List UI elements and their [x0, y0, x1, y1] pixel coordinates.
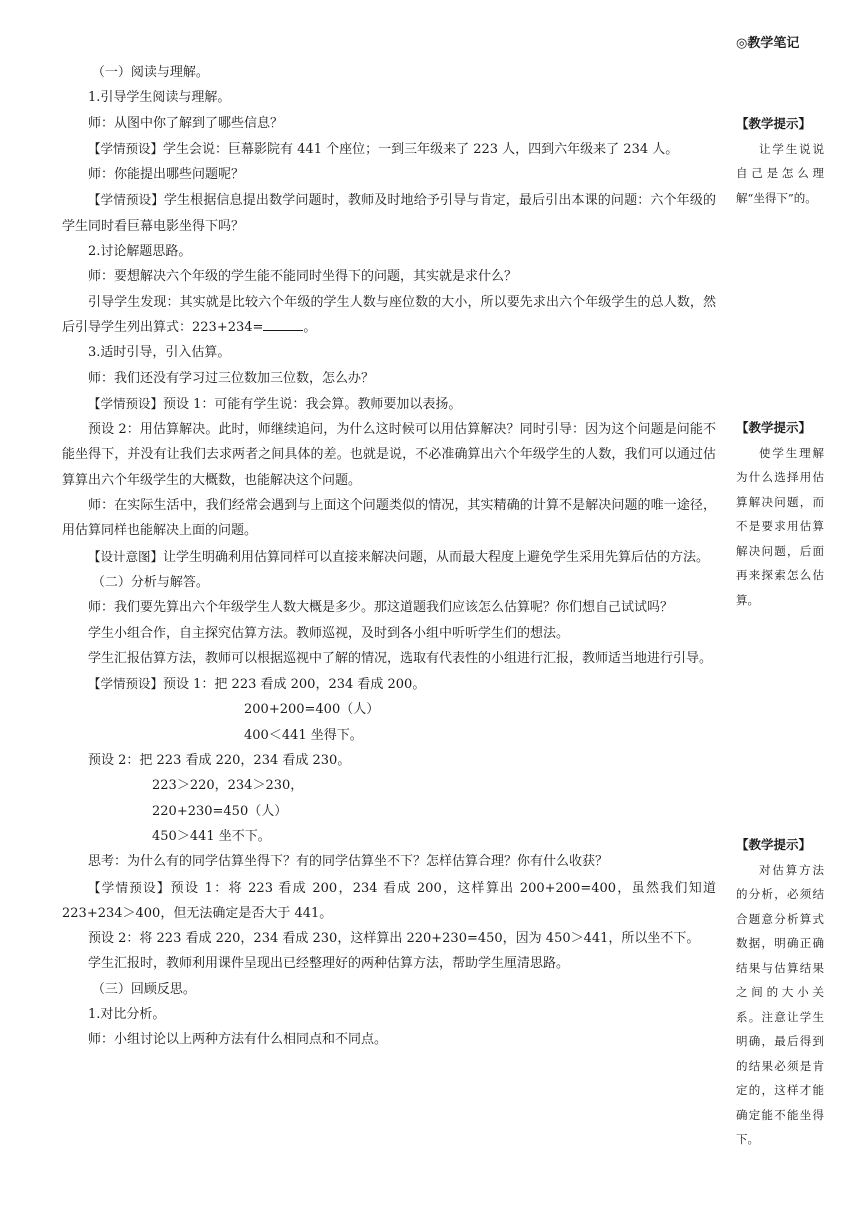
lesson-paragraph	[62, 493, 716, 544]
paragraph-text: 400＜441 坐得下。	[244, 727, 363, 743]
side-note-heading: 【教学提示】	[736, 116, 812, 131]
paragraph-text: 200+200=400（人）	[244, 702, 380, 718]
lesson-paragraph	[62, 595, 716, 620]
paragraph-text: 223＞220，234＞230，	[152, 778, 304, 794]
paragraph-text: 师：在实际生活中，我们经常会遇到与上面这个问题类似的情况，其实精确的计算不是解决问题的唯一途径，用估算同样也能解决上面的问题。	[62, 498, 716, 539]
paragraph-text: 预设 1：将 223 看成 200，234 看成 200，这样算出 200+200=400，虽然我们知道 223+234＞400，但无法确定是否大于 441。	[62, 880, 716, 921]
paragraph-text: 220+230=450（人）	[152, 803, 288, 819]
lesson-paragraph	[62, 85, 716, 110]
section-tag: 【学情预设】	[88, 140, 164, 156]
paragraph-text: （一）阅读与理解。	[91, 65, 209, 80]
paragraph-text: 学生汇报时，教师利用课件呈现出已经整理好的两种估算方法，帮助学生厘清思路。	[88, 956, 570, 972]
answer-blank	[263, 317, 303, 331]
section-tag: 【学情预设】	[88, 676, 164, 692]
section-tag: 【学情预设】	[88, 395, 164, 411]
lesson-paragraph	[62, 697, 716, 722]
lesson-paragraph	[62, 748, 716, 773]
paragraph-text: 让学生明确利用估算同样可以直接来解决问题，从而最大程度上避免学生采用先算后估的方法。	[163, 549, 710, 565]
teaching-notes-header: ◎教学笔记	[736, 36, 800, 51]
paragraph-text: 学生小组合作，自主探究估算方法。教师巡视，及时到各小组中听听学生们的想法。	[88, 625, 570, 641]
paragraph-text: 2.讨论解题思路。	[88, 244, 192, 260]
paragraph-text: 师：从图中你了解到了哪些信息？	[88, 115, 284, 131]
paragraph-text: （二）分析与解答。	[91, 574, 209, 590]
paragraph-text: 3.适时引导，引入估算。	[88, 345, 231, 361]
lesson-paragraph	[62, 136, 716, 162]
paragraph-text: 预设 2：将 223 看成 220，234 看成 230，这样算出 220+230=450，因为 450＞441，所以坐不下。	[88, 931, 700, 947]
side-note-2	[736, 416, 824, 612]
lesson-paragraph	[62, 290, 716, 341]
lesson-paragraph	[62, 773, 716, 798]
lesson-paragraph	[62, 849, 716, 874]
lesson-paragraph	[62, 977, 716, 1002]
paragraph-text: 引导学生发现：其实就是比较六个年级的学生人数与座位数的大小，所以要先求出六个年级学生的总人数，然后引导学生列出算式：223+234=	[62, 294, 716, 335]
side-note-text: 对估算方法的分析，必须结合题意分析算式数据，明确正确结果与估算结果之间的大小关系。注意让学生明确，最后得到的结果必须是肯定的，这样才能确定能不能坐得下。	[736, 862, 824, 1146]
paragraph-text: 学生汇报估算方法，教师可以根据巡视中了解的情况，选取有代表性的小组进行汇报，教师适当地进行引导。	[88, 650, 713, 666]
section-tag: 【设计意图】	[88, 548, 164, 564]
lesson-paragraph	[62, 239, 716, 264]
lesson-paragraph	[62, 671, 716, 697]
paragraph-text: 师：我们要先算出六个年级学生人数大概是多少。那这道题我们应该怎么估算呢？你们想自己试试吗？	[88, 600, 674, 616]
lesson-paragraph	[62, 162, 716, 187]
paragraph-text: 学生会说：巨幕影院有 441 个座位；一到三年级来了 223 人，四到六年级来了 234 人。	[163, 141, 679, 157]
paragraph-text: 预设 2：用估算解决。此时，师继续追问，为什么这时候可以用估算解决？同时引导：因为这个问题是问能不能坐得下，并没有让我们去求两者之间具体的差。也就是说，不必准确算出六个年级学生的人数，我们可以通过估算算出六个年级学生的大概数，也能解决这个问题。	[62, 422, 716, 488]
side-note-heading: 【教学提示】	[736, 420, 812, 435]
paragraph-text: 450＞441 坐不下。	[152, 828, 271, 844]
lesson-paragraph	[62, 264, 716, 289]
lesson-paragraph	[62, 570, 716, 595]
lesson-paragraph	[62, 60, 716, 85]
lesson-paragraph	[62, 340, 716, 365]
paragraph-text: 1.引导学生阅读与理解。	[88, 90, 231, 106]
section-tag: 【学情预设】	[88, 879, 171, 895]
lesson-paragraph	[62, 544, 716, 570]
paragraph-text: 1.对比分析。	[88, 1006, 166, 1022]
lesson-paragraph	[62, 391, 716, 417]
paragraph-text: （三）回顾反思。	[91, 981, 196, 997]
lesson-paragraph	[62, 111, 716, 136]
lesson-paragraph	[62, 799, 716, 824]
lesson-paragraph	[62, 723, 716, 748]
paragraph-text: 师：要想解决六个年级的学生能不能同时坐得下的问题，其实就是求什么？	[88, 269, 518, 285]
side-note-text: 让学生说说自己是怎么理解“坐得下”的。	[736, 141, 824, 205]
section-tag: 【学情预设】	[88, 192, 164, 208]
lesson-paragraph	[62, 417, 716, 493]
lesson-paragraph	[62, 951, 716, 976]
side-note-text: 使学生理解为什么选择用估算解决问题，而不是要求用估算解决问题，后面再来探索怎么估算。	[736, 445, 824, 607]
lesson-paragraph	[62, 926, 716, 951]
paragraph-text: 师：小组讨论以上两种方法有什么相同点和不同点。	[88, 1032, 388, 1048]
lesson-paragraph	[62, 1002, 716, 1027]
lesson-paragraph	[62, 187, 716, 239]
paragraph-text: 师：我们还没有学习过三位数加三位数，怎么办？	[88, 370, 375, 386]
side-note-1	[736, 112, 824, 210]
paragraph-text: 师：你能提出哪些问题呢？	[88, 167, 245, 183]
side-note-3	[736, 833, 824, 1152]
paragraph-text: 预设 1：把 223 看成 200，234 看成 200。	[163, 677, 426, 693]
lesson-body	[62, 60, 716, 1053]
paragraph-text: 预设 2：把 223 看成 220，234 看成 230。	[88, 753, 351, 769]
side-note-heading: 【教学提示】	[736, 837, 812, 852]
lesson-paragraph	[62, 366, 716, 391]
paragraph-text: 思考：为什么有的同学估算坐得下？有的同学估算坐不下？怎样估算合理？你有什么收获？	[88, 854, 609, 870]
paragraph-text: 预设 1：可能有学生说：我会算。教师要加以表扬。	[163, 396, 462, 412]
lesson-paragraph	[62, 621, 716, 646]
paragraph-text-tail: 。	[303, 319, 317, 335]
lesson-paragraph	[62, 824, 716, 849]
lesson-paragraph	[62, 1027, 716, 1052]
paragraph-text: 学生根据信息提出数学问题时，教师及时地给予引导与肯定，最后引出本课的问题：六个年级的学生同时看巨幕电影坐得下吗？	[62, 193, 716, 234]
lesson-paragraph	[62, 875, 716, 927]
lesson-paragraph	[62, 646, 716, 671]
